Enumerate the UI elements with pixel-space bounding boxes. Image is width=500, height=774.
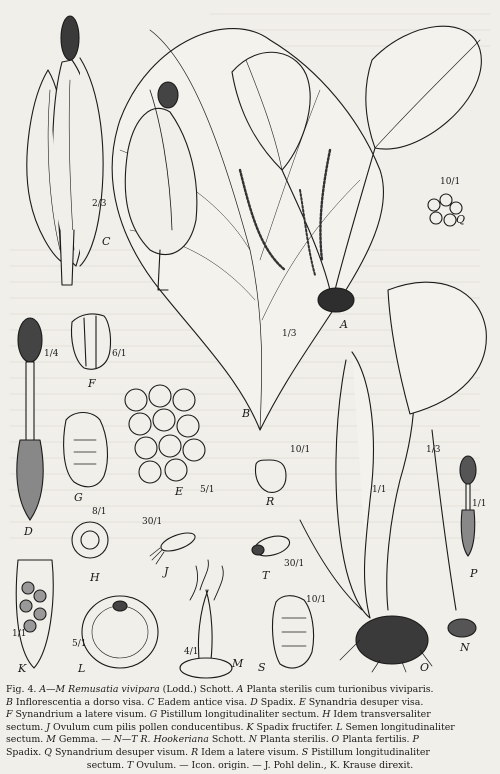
caption-text: Spadix. <box>260 696 296 708</box>
caption-text: Synandrium a latere visum. <box>15 709 147 721</box>
caption-letter: G <box>149 709 158 721</box>
caption-text: Synandria desuper visa. <box>308 696 424 708</box>
caption-text: Planta fertilis. <box>342 734 410 746</box>
caption-letter: C <box>147 696 155 708</box>
label-E: E <box>175 485 184 498</box>
caption-letter: P <box>412 734 419 746</box>
caption-text: Spadix. <box>6 746 42 758</box>
scale-N: 1/3 <box>426 445 441 455</box>
caption-letter: M <box>46 734 56 746</box>
label-T: T <box>262 569 270 582</box>
drawing-T-ovule <box>252 533 292 560</box>
caption-line-5 <box>6 734 494 747</box>
caption-text: Spadix fructifer. <box>256 721 334 733</box>
drawing-K-fruit-spadix <box>16 560 53 668</box>
drawing-C-inflorescence-front <box>27 16 103 285</box>
caption-letter: O <box>331 734 340 746</box>
label-J: J <box>164 565 169 578</box>
label-A: A <box>340 318 348 331</box>
label-L: L <box>78 662 86 675</box>
label-K: K <box>18 662 27 675</box>
scale-E: 5/1 <box>200 485 215 495</box>
caption-line-7 <box>6 760 494 773</box>
caption-text: sectum. <box>6 721 44 733</box>
figure-number: Fig. 4. <box>6 684 37 695</box>
label-N: N <box>460 641 470 654</box>
scale-Q: 10/1 <box>440 177 461 187</box>
drawing-S-pistil-section <box>273 596 314 668</box>
caption-letter: E <box>298 696 306 708</box>
caption-text: Pistillum longitudinaliter sectum. <box>160 709 320 721</box>
scale-G: 8/1 <box>92 507 107 517</box>
scale-P: 1/1 <box>472 499 487 509</box>
scale-A: 1/3 <box>282 329 297 339</box>
label-O: O <box>420 661 430 674</box>
label-M: M <box>232 657 244 670</box>
scale-O: 1/1 <box>372 485 387 495</box>
caption-text: Inflorescentia a dorso visa. <box>15 696 145 708</box>
drawing-D-spadix <box>17 318 43 520</box>
caption-text: Eadem antice visa. <box>157 696 248 708</box>
drawing-F-synandrium-side <box>72 314 111 369</box>
label-P: P <box>470 567 478 580</box>
caption-text: Idem transversaliter <box>333 709 431 721</box>
caption-text: Semen longitudinaliter <box>345 721 455 733</box>
drawing-G-pistil-section <box>64 413 108 487</box>
caption-letter: T <box>127 759 134 771</box>
caption-species: Hookeriana <box>153 734 209 746</box>
label-Q: Q <box>456 213 466 226</box>
caption-line-3 <box>6 709 494 722</box>
drawing-L-seed-section <box>82 596 158 668</box>
caption-text: Planta sterilis. <box>259 734 329 746</box>
drawing-J-ovule <box>150 529 197 564</box>
caption-letter: D <box>250 696 258 708</box>
caption-letter: S <box>301 746 309 758</box>
caption-range: N—T <box>113 734 138 746</box>
figure-caption <box>6 684 494 772</box>
label-G: G <box>74 491 83 504</box>
scale-T: 30/1 <box>284 559 305 569</box>
scale-D: 1/4 <box>44 349 59 359</box>
label-H: H <box>90 571 100 584</box>
caption-letter: B <box>6 696 13 708</box>
caption-letter: A <box>236 684 244 695</box>
label-B: B <box>242 407 251 420</box>
caption-line-4 <box>6 722 494 735</box>
caption-genus: R. <box>140 734 151 746</box>
label-S: S <box>258 661 266 674</box>
label-F: F <box>88 377 96 390</box>
scale-S: 10/1 <box>306 595 327 605</box>
scale-C: 2/3 <box>92 199 107 209</box>
caption-authority: Schott. <box>211 734 246 746</box>
drawing-M-gemma <box>180 560 232 678</box>
scale-J: 30/1 <box>142 517 163 527</box>
drawing-E-synandria <box>125 385 205 483</box>
drawing-O-fertile-plant <box>300 282 486 672</box>
caption-letter: J <box>46 721 51 733</box>
caption-letter: N <box>248 734 257 746</box>
caption-letter: Q <box>44 746 52 758</box>
scale-L: 5/1 <box>72 639 87 649</box>
caption-range: A—M <box>39 684 66 695</box>
scale-F: 6/1 <box>112 349 127 359</box>
label-C: C <box>102 235 111 248</box>
scale-R: 10/1 <box>290 445 311 455</box>
caption-species: Remusatia vivipara <box>68 684 160 695</box>
caption-letter: H <box>322 709 331 721</box>
caption-line-1 <box>6 684 494 697</box>
caption-letter: F <box>6 709 13 721</box>
caption-authority: (Lodd.) Schott. <box>162 684 234 695</box>
caption-text: Ovulum. — Icon. origin. — J. Pohl delin., K. Krause direxit. <box>136 759 414 771</box>
caption-letter: L <box>336 721 343 733</box>
caption-text: sectum. <box>86 759 125 771</box>
caption-text: Gemma. — <box>58 734 111 746</box>
caption-letter: K <box>246 721 254 733</box>
caption-text: Idem a latere visum. <box>201 746 299 758</box>
caption-text: Synandrium desuper visum. <box>54 746 189 758</box>
caption-text: sectum. <box>6 734 44 746</box>
caption-line-6 <box>6 747 494 760</box>
label-D: D <box>24 525 33 538</box>
drawing-R-synandrium <box>256 460 287 492</box>
caption-text: Planta sterilis cum turionibus viviparis. <box>246 684 434 695</box>
caption-letter: R <box>191 746 199 758</box>
caption-line-2 <box>6 697 494 710</box>
drawing-H-pistil-cross <box>72 522 108 558</box>
label-R: R <box>266 495 275 508</box>
caption-text: Ovulum cum pilis pollen conducentibus. <box>53 721 244 733</box>
scale-M: 4/1 <box>184 647 199 657</box>
scale-K: 1/1 <box>12 629 27 639</box>
caption-text: Pistillum longitudinaliter <box>311 746 430 758</box>
